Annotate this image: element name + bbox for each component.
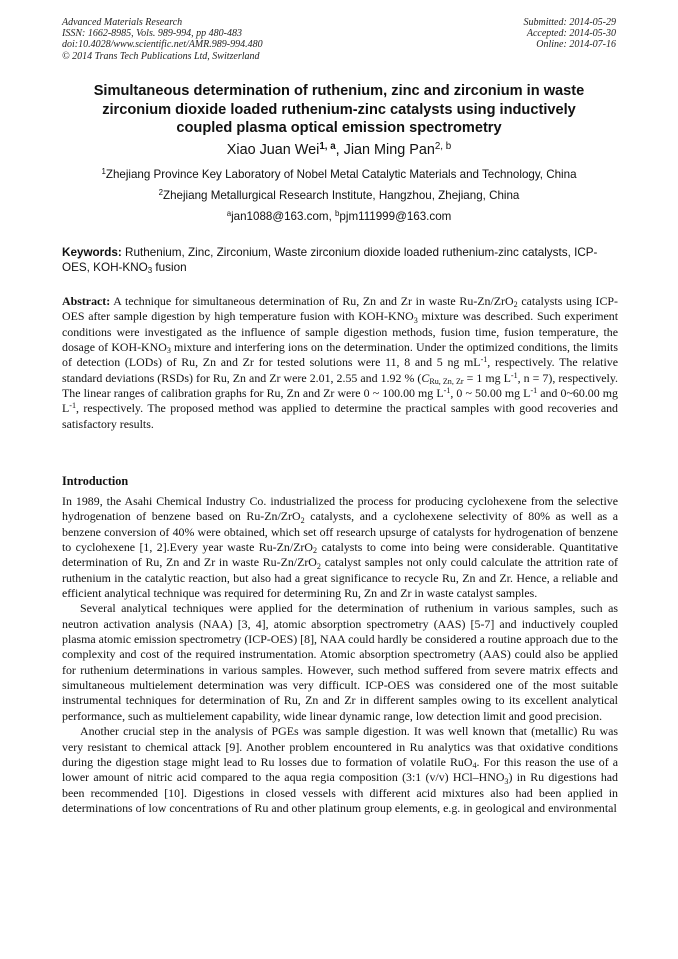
abstract: Abstract: A technique for simultaneous determination of Ru, Zn and Zr in waste Ru-Zn/ZrO$_2$ catalysts using ICP-OES after sample digestion by high temperature fusion with KOH-$KNO_3$ mixture was described. Such experiment conditions were investigated as the influence of sample digestion methods, fusion time, fusion temperature, the dosage of KOH-$KNO_3$ mixture and interfering ions on the determination. Under the optimized conditions, the limits of detection (LODs) of Ru, Zn and Zr for tested solutions were 11, 8 and 5 ng $mL^{-1}$, respectively. The relative standard deviations (RSDs) for Ru, Zn and Zr were 2.01, 2.55 and 1.92 % ($C_{Ru, Zn, Zr} = 1$ mg $L^{-1}$, n = 7), respectively. The linear ranges of calibration graphs for Ru, Zn and Zr were 0 ~ 100.00 mg $L^{-1}$, 0 ~ 50.00 mg $L^{-1}$ and 0~60.00 mg $L^{-1}$, respectively. The proposed method was applied to determine the practical samples with good recoveries and satisfactory results. bbox=[62, 294, 618, 431]
author-1-affiliation: 1, a bbox=[319, 141, 336, 153]
author-1: Xiao Juan Wei bbox=[226, 142, 320, 158]
author-separator: , bbox=[335, 142, 344, 158]
author-2-affiliation: 2, b bbox=[434, 141, 452, 153]
copyright: © 2014 Trans Tech Publications Ltd, Switzerland bbox=[62, 50, 260, 62]
affiliation-1: $^1$Zhejiang Province Key Laboratory of Nobel Metal Catalytic Materials and Technology, China bbox=[101, 167, 577, 181]
email-a: jan1088@163.com, bbox=[231, 210, 336, 223]
paper-title bbox=[40, 82, 638, 138]
title-line-2: zirconium dioxide loaded ruthenium-zinc catalysts using inductively bbox=[102, 101, 576, 118]
intro-paragraph-2: Several analytical techniques were applied for the determination of ruthenium in various samples, such as neutron activation analysis (NAA) [3, 4], atomic absorption spectrometry (AAS) [5-7] and inductively coupled plasma atomic emission spectrometry (ICP-OES) [8], NAA could hardly be considered a routine approach due to the complexity and cost of the required instrumentation. Atomic absorption spectrometry (AAS) could also be applied for ruthenium determinations in various samples. However, such method suffered from severe matrix effects and simultaneous multielement determination was very difficult. ICP-OES was considered one of the most suitable instrumental techniques for determination of Ru, Zn and Zr in different samples owing to its excellent analytical performance, such as multielement capability, wide linear dynamic range, low detection limit and good precision. bbox=[62, 601, 618, 723]
accepted-date: Accepted: 2014-05-30 bbox=[526, 28, 616, 40]
author-list bbox=[0, 141, 678, 159]
keywords-label: Keywords: bbox=[62, 246, 122, 259]
dates-info bbox=[524, 17, 617, 51]
author-2: Jian Ming Pan bbox=[343, 142, 435, 158]
journal-name: Advanced Materials Research bbox=[62, 17, 183, 28]
affiliation-2: $^2$Zhejiang Metallurgical Research Institute, Hangzhou, Zhejiang, China bbox=[158, 188, 520, 202]
introduction-heading: Introduction bbox=[62, 474, 129, 488]
abstract-label: Abstract: bbox=[62, 294, 111, 308]
title-line-3: coupled plasma optical emission spectrometry bbox=[176, 120, 502, 137]
submitted-date: Submitted: 2014-05-29 bbox=[523, 17, 616, 28]
journal-info bbox=[62, 17, 263, 62]
email-b: pjm111999@163.com bbox=[339, 210, 452, 223]
introduction-body bbox=[62, 494, 618, 816]
title-line-1: Simultaneous determination of ruthenium, zinc and zirconium in waste bbox=[93, 83, 585, 99]
doi: doi:10.4028/www.scientific.net/AMR.989-994.480 bbox=[62, 39, 263, 51]
online-date: Online: 2014-07-16 bbox=[536, 39, 616, 51]
intro-paragraph-3: Another crucial step in the analysis of PGEs was sample digestion. It was well known that (metallic) Ru was very resistant to chemical attack [9]. Another problem encountered in Ru analytics was that oxidative conditions during the digestion stage might lead to Ru losses due to formation of volatile RuO$_4$. For this reason the use of a lower amount of nitric acid compared to the aqua regia composition (3:1 (v/v) HCl–$HNO_3$) in Ru digestions had been recommended [10]. Digestions in closed vessels with different acid mixtures also had been applied in determinations of low concentrations of Ru and other platinum group elements, e.g. in geological and environmental bbox=[62, 724, 618, 815]
author-emails: $^a$jan1088@163.com, $^b$pjm111999@163.com bbox=[226, 209, 452, 223]
keywords: Keywords: Ruthenium, Zinc, Zirconium, Waste zirconium dioxide loaded ruthenium-zinc catalysts, ICP-OES, KOH-$KNO_3$ fusion bbox=[62, 246, 598, 275]
intro-paragraph-1: In 1989, the Asahi Chemical Industry Co. industrialized the process for producing cyclohexene from the selective hydrogenation of benzene based on Ru-Zn/ZrO$_2$ catalysts, and a cyclohexene selectivity of 80% as well as a benzene conversion of 40% were obtained, which set off research upsurge of catalysts for hydrogenation of benzene to cyclohexene [1, 2].Every year waste Ru-Zn/ZrO$_2$ catalysts to come into being were considerable. Quantitative determination of Ru, Zn and Zr in waste Ru-Zn/ZrO$_2$ catalyst samples not only could calculate the attrition rate of ruthenium in the catalytic reaction, but also had a great significance to recycle Ru, Zn and Zr. Hence, a reliable and efficient analytical technique was required for determining Ru, Zn and Zr in waste catalyst samples. bbox=[62, 494, 619, 601]
issn: ISSN: 1662-8985, Vols. 989-994, pp 480-483 bbox=[62, 28, 242, 40]
